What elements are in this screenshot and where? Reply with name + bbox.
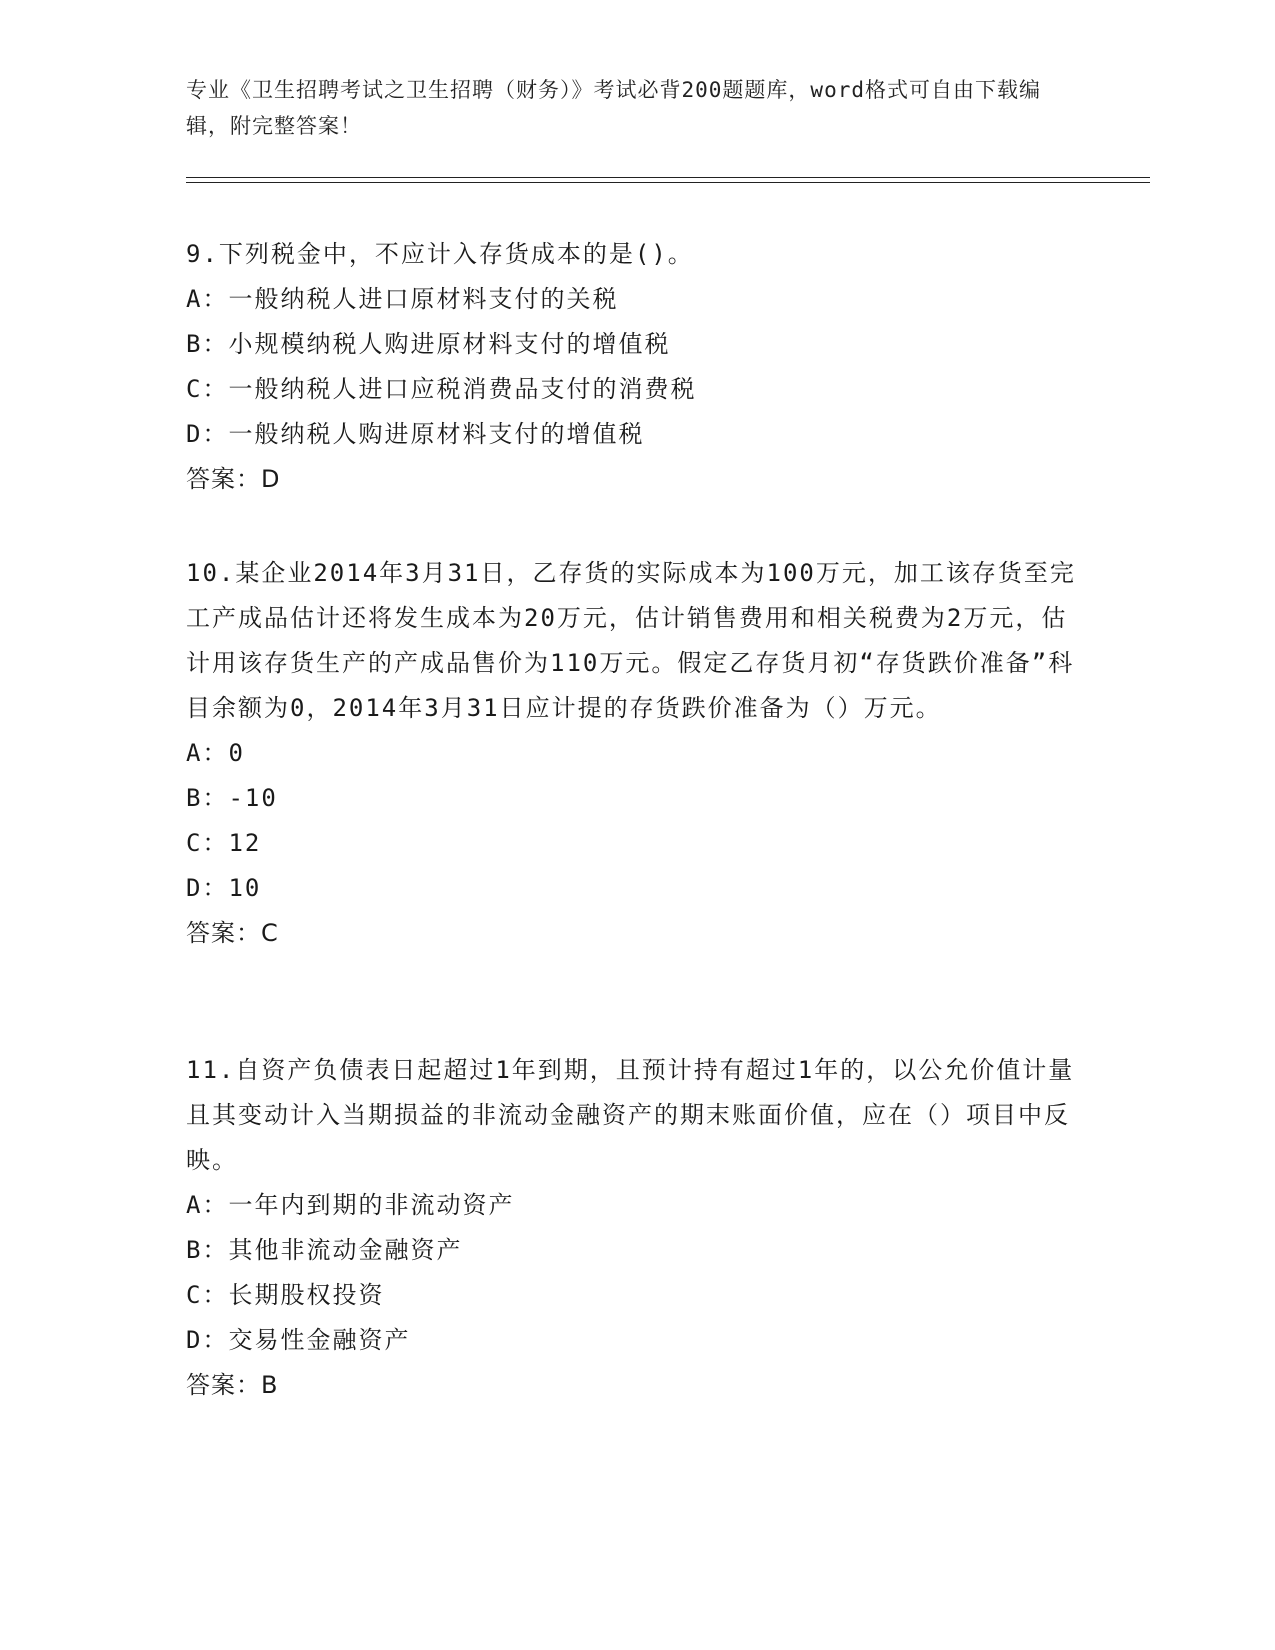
option-b: B：小规模纳税人购进原材料支付的增值税 — [186, 330, 671, 358]
option-b: B：其他非流动金融资产 — [186, 1236, 463, 1264]
question-11 — [186, 1048, 1086, 1408]
option-a: A：0 — [186, 739, 245, 767]
answer: 答案：D — [186, 465, 281, 493]
question-stem: 10.某企业2014年3月31日，乙存货的实际成本为100万元，加工该存货至完工产成品估计还将发生成本为20万元，估计销售费用和相关税费为2万元，估计用该存货生产的产成品售价为110万元。假定乙存货月初“存货跌价准备”科目余额为0，2014年3月31日应计提的存货跌价准备为（）万元。 — [186, 559, 1076, 722]
header-divider-top — [186, 177, 1150, 178]
option-c: C：长期股权投资 — [186, 1281, 385, 1309]
answer: 答案：B — [186, 1371, 279, 1399]
option-c: C：一般纳税人进口应税消费品支付的消费税 — [186, 375, 697, 403]
option-a: A：一年内到期的非流动资产 — [186, 1191, 515, 1219]
question-stem: 9.下列税金中，不应计入存货成本的是()。 — [186, 240, 694, 268]
header-note: 专业《卫生招聘考试之卫生招聘（财务）》考试必背200题题库，word格式可自由下载编辑，附完整答案！ — [186, 78, 1041, 138]
answer: 答案：C — [186, 919, 279, 947]
option-d: D：一般纳税人购进原材料支付的增值税 — [186, 420, 645, 448]
option-b: B：-10 — [186, 784, 278, 812]
question-10 — [186, 551, 1086, 956]
question-stem: 11.自资产负债表日起超过1年到期，且预计持有超过1年的，以公允价值计量且其变动计入当期损益的非流动金融资产的期末账面价值，应在（）项目中反映。 — [186, 1056, 1075, 1174]
option-d: D：10 — [186, 874, 262, 902]
option-c: C：12 — [186, 829, 262, 857]
header-divider-bottom — [186, 182, 1150, 183]
option-d: D：交易性金融资产 — [186, 1326, 411, 1354]
question-9 — [186, 232, 1086, 502]
option-a: A：一般纳税人进口原材料支付的关税 — [186, 285, 619, 313]
